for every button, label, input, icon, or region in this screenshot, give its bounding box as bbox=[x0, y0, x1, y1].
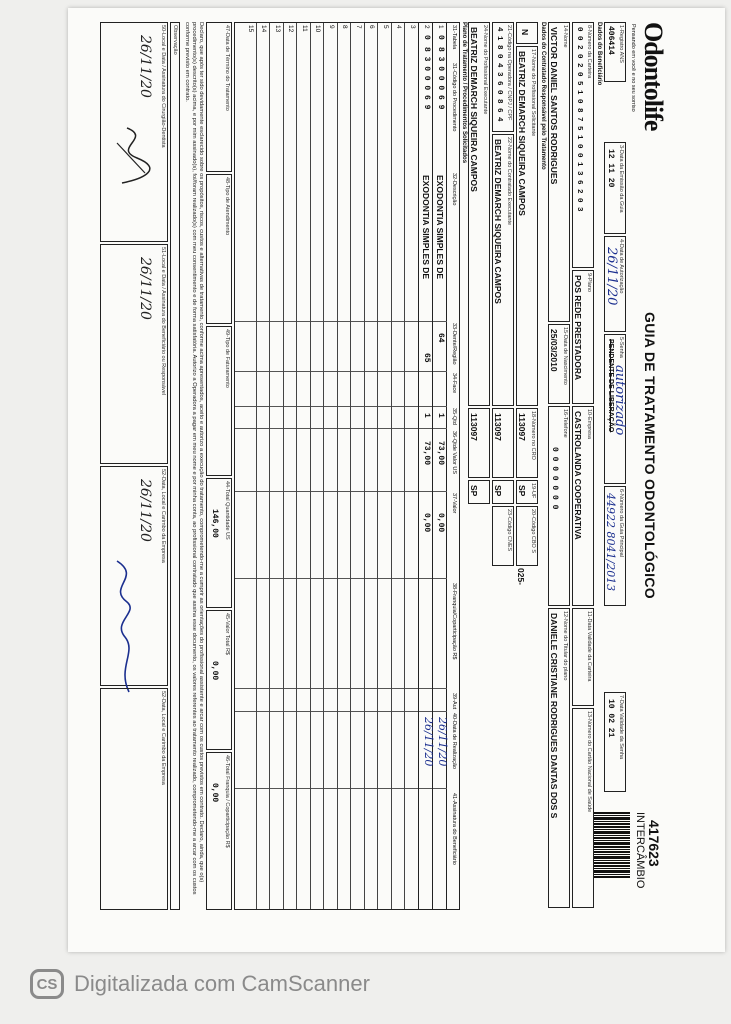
field-name: 14-Nome VICTOR DANIEL SANTOS RODRIGUES bbox=[548, 22, 570, 322]
field-card-validity: 11-Data Validade da Carteira bbox=[572, 608, 594, 706]
field-executor-prof: 24-Nome do Profissional Executante BEATRIZ DEMARCH SIQUEIRA CAMPOS bbox=[468, 22, 490, 406]
table-row: 13 bbox=[270, 23, 285, 909]
guide-number: 417623 bbox=[646, 820, 662, 867]
guide-type: INTERCÂMBIO bbox=[634, 812, 646, 889]
field-executor-name: 22-Nome do Contratado Executante BEATRIZ DEMARCH SIQUEIRA CAMPOS bbox=[492, 134, 514, 406]
field-executor-prof-uf: SP bbox=[468, 480, 490, 504]
table-row: 8 bbox=[337, 23, 352, 909]
section-contractor: Dados do Contratado Responsável pelo Tratamento bbox=[540, 22, 546, 170]
brand-logo: Odontolife bbox=[639, 22, 668, 131]
table-row: 4 bbox=[391, 23, 406, 909]
field-card-number: 8-Número da Carteira 0 0 2 0 2 0 5 1 0 8 7 5 1 0 0 1 3 6 2 0 3 bbox=[572, 22, 594, 268]
observation-box: Observação bbox=[170, 22, 180, 910]
field-executor-uf: SP bbox=[492, 480, 514, 504]
field-invoicing-type: 49-Tipo de Faturamento bbox=[206, 326, 232, 476]
field-uf: 19-UF SP bbox=[516, 480, 538, 504]
field-password: 5-Senha PENDENTE DE LIBERAÇÃO autorizado bbox=[604, 334, 626, 484]
field-executor-cro: 113097 bbox=[492, 408, 514, 478]
table-row: 14 bbox=[256, 23, 271, 909]
signature-beneficiary: 51-Local e Data / Assinatura do Beneficiário ou Responsável 26/11/20 bbox=[100, 244, 168, 464]
table-row: 3 bbox=[405, 23, 420, 909]
field-newborn: N bbox=[516, 22, 538, 44]
field-executor-code: 21-Código na Operadora / CNPJ / CPF 4 1 8 0 4 3 6 0 8 6 4 bbox=[492, 22, 514, 132]
field-birth: 15-Data de Nascimento 25/03/2010 bbox=[548, 324, 570, 404]
field-authorization-date: 4-Data de Autorização 26/11/20 bbox=[604, 236, 626, 332]
scanner-watermark-text: Digitalizada com CamScanner bbox=[74, 971, 370, 996]
scanner-footer bbox=[30, 966, 370, 1002]
field-cro: 18-Número no CRO 113097 bbox=[516, 408, 538, 478]
procedures-table bbox=[234, 22, 460, 910]
signature-company: 52-Data, Local e Carimbo da Empresa 26/11/20 bbox=[100, 466, 168, 686]
field-plan: 9-Plano POS REDE PRESTADORA bbox=[572, 270, 594, 404]
field-main-guide: 6-Número da Guia Principal 44922 8041/2013 bbox=[604, 486, 626, 606]
table-row: 12 bbox=[283, 23, 298, 909]
table-row: 10 bbox=[310, 23, 325, 909]
table-row: 7 bbox=[351, 23, 366, 909]
field-validity: 7-Data Validade da Senha 10 02 21 bbox=[604, 692, 626, 792]
section-beneficiary: Dados do Beneficiário bbox=[596, 22, 602, 86]
field-cnes: 23-Código CNES bbox=[492, 506, 514, 566]
field-start-date: 47-Data de Término do Tratamento bbox=[206, 22, 232, 172]
table-row: 15 bbox=[247, 25, 254, 33]
field-holder: 12-Nome do Titular do plano DANIELE CRISTIANE RODRIGUES DANTAS DOS S bbox=[548, 608, 570, 908]
table-row: 5 bbox=[378, 23, 393, 909]
beneficiary-signature-mark bbox=[102, 557, 147, 697]
table-row: 9 bbox=[324, 23, 339, 909]
field-company: 10-Empresa CASTROLANDA COOPERATIVA bbox=[572, 406, 594, 606]
form-title: GUIA DE TRATAMENTO ODONTOLÓGICO bbox=[642, 312, 658, 599]
field-executor-prof-cro: 113097 bbox=[468, 408, 490, 478]
field-us-total: 44-Total Quantidade US 146,00 bbox=[206, 478, 232, 608]
field-ans: 1-Registro ANS 406414 bbox=[604, 22, 626, 82]
camscanner-logo: CS bbox=[30, 969, 64, 999]
section-plan-treatment: Plano de Tratamento / Procedimentos Solicitados bbox=[461, 22, 467, 164]
table-header: 31-Tabela 31-Código do Procedimento 32-Descrição 33-Dente/Região 34-Face 35-Qtd 36-Qtde Valor US 37-Valor 38-Franquia/Coparticipação R$ 39-Aut 40-Data de Realização 41-Assinatura do Beneficiário bbox=[446, 23, 459, 909]
barcode bbox=[594, 812, 630, 879]
table-row: 11 bbox=[297, 23, 312, 909]
form-rotated bbox=[100, 22, 668, 910]
table-row: 6 bbox=[364, 23, 379, 909]
field-phone: 16-Telefone 0 0 0 0 0 0 0 bbox=[548, 406, 570, 606]
declaration-text: Declaro, que após ter sido devidamente esclarecido sobre os propósitos, riscos, custos e alternativas de tratamento, conforme acima apresentados, aceito e autorizo a execução do tratamento, comprometendo-me a cumprir as orientações do profissional assistente e arcar com os custos previstos em contrato. Declaro, ainda, que o(s) procedimento(s) descrito(s) acima, e por mim assinado(s), foi/foram realizado(s) com meu consentimento e de forma satisfatória. Autorizo a Operadora a pagar em meu nome e por minha conta, ao profissional contratado que assina esse documento, os valores referentes ao tratamento realizado, comprometendo-me a arcar com os custos conforme previsto em contrato. bbox=[184, 22, 204, 895]
table-row: 1 0 8 3 0 0 0 6 9 EXODONTIA SIMPLES DE 64 1 73,00 0,00 26/11/20 bbox=[432, 23, 447, 909]
field-cbo: 20-Código CBO S bbox=[516, 506, 538, 566]
table-row: 2 0 8 3 0 0 0 6 9 EXODONTIA SIMPLES DE 65 1 73,00 0,00 26/11/20 bbox=[418, 23, 433, 909]
field-health-card: 13-Número do Cartão Nacional de Saúde bbox=[572, 708, 594, 908]
field-attendance-type: 48-Tipo de Atendimento bbox=[206, 174, 232, 324]
signature-professional: 50-Local e Data / Assinatura do Cirurgião-Dentista 26/11/20 bbox=[100, 22, 168, 242]
signature-stamp: 52-Data, Local e Carimbo da Empresa bbox=[100, 688, 168, 910]
field-requester-name: 17-Nome do Profissional Solicitante BEATRIZ DEMARCH SIQUEIRA CAMPOS bbox=[516, 46, 538, 406]
field-value-total: 45-Valor Total R$ 0,00 bbox=[206, 610, 232, 750]
brand-tagline: Pensando em você e no seu sorriso bbox=[630, 24, 636, 112]
cbo-value: 025- bbox=[516, 568, 526, 586]
field-emission-date: 3-Data da Emissão da Guia 12 11 20 bbox=[604, 142, 626, 234]
field-franchise-total: 46-Total Franquia / Coparticipação R$ 0,00 bbox=[206, 752, 232, 910]
professional-signature-mark bbox=[107, 123, 157, 193]
